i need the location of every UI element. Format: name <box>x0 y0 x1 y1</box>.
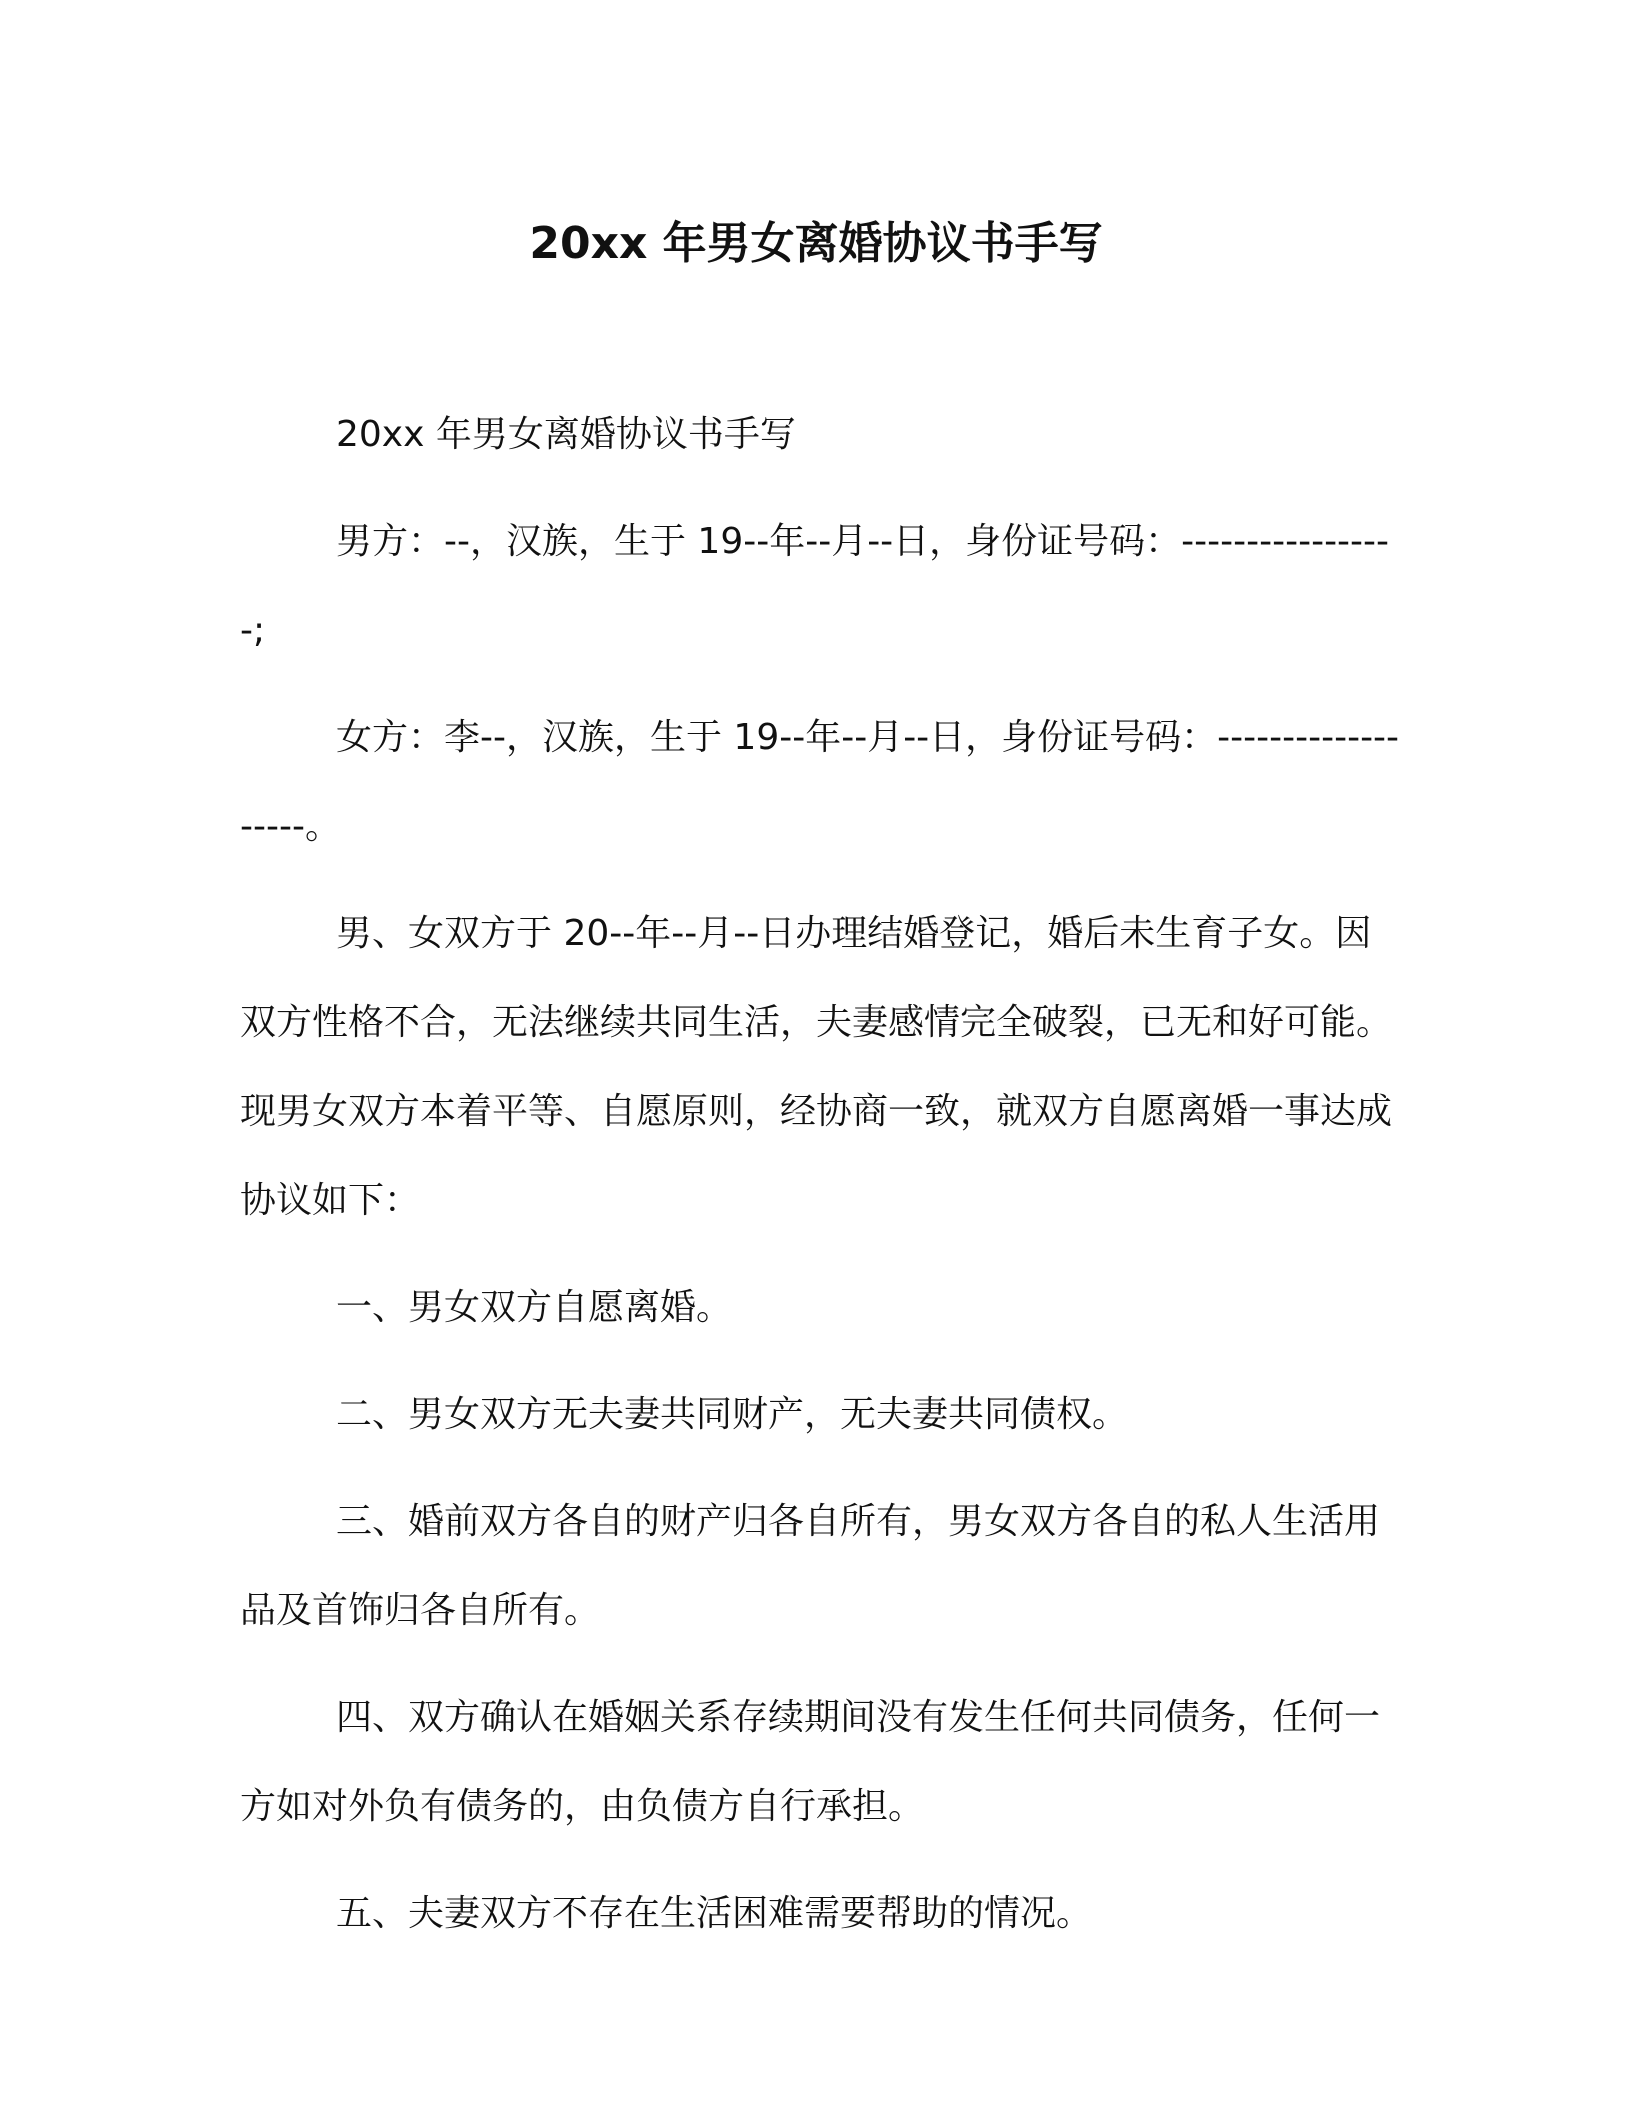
document-body <box>240 390 1400 1976</box>
paragraph-male-party: 男方：--，汉族，生于 19--年--月--日，身份证号码：-----------------; <box>240 521 1390 651</box>
paragraph-female-party: 女方：李--，汉族，生于 19--年--月--日，身份证号码：-------------------。 <box>240 717 1400 847</box>
clause-5: 五、夫妻双方不存在生活困难需要帮助的情况。 <box>336 1893 1093 1934</box>
clause-2: 二、男女双方无夫妻共同财产，无夫妻共同债权。 <box>336 1394 1129 1435</box>
clause-4: 四、双方确认在婚姻关系存续期间没有发生任何共同债务，任何一方如对外负有债务的，由负债方自行承担。 <box>240 1697 1381 1827</box>
clause-1: 一、男女双方自愿离婚。 <box>336 1287 733 1328</box>
paragraph-background: 男、女双方于 20--年--月--日办理结婚登记，婚后未生育子女。因双方性格不合，无法继续共同生活，夫妻感情完全破裂，已无和好可能。现男女双方本着平等、自愿原则，经协商一致，就双方自愿离婚一事达成协议如下： <box>240 913 1393 1221</box>
clause-3: 三、婚前双方各自的财产归各自所有，男女双方各自的私人生活用品及首饰归各自所有。 <box>240 1501 1381 1631</box>
document-title: 20xx 年男女离婚协议书手写 <box>529 218 1103 269</box>
paragraph-heading: 20xx 年男女离婚协议书手写 <box>336 414 796 455</box>
